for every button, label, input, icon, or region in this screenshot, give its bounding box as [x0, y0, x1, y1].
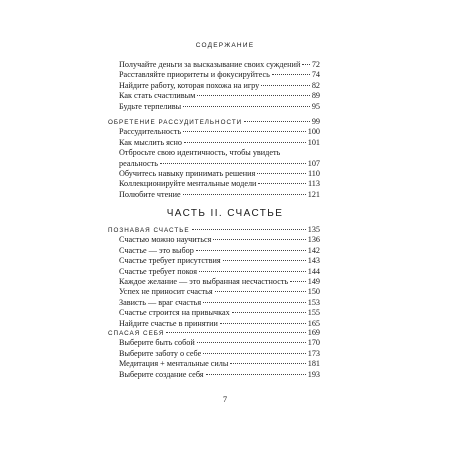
toc-entry-page: 142 — [307, 245, 320, 255]
toc-entry[interactable] — [108, 235, 320, 245]
toc-entry-title: Выберите заботу о себе — [119, 348, 202, 358]
toc-entry[interactable] — [108, 298, 320, 308]
toc-entry-page: 150 — [307, 287, 320, 297]
toc-entry-page: 143 — [307, 256, 320, 266]
toc-entry-title: Счастье требует покоя — [119, 266, 197, 276]
toc-entry-page: 165 — [307, 318, 320, 328]
toc-entry-page: 153 — [307, 297, 320, 307]
toc-entry[interactable] — [108, 359, 320, 369]
toc-entry-page: 100 — [307, 127, 320, 137]
toc-entry-page: 136 — [307, 235, 320, 245]
dot-leader — [257, 173, 306, 174]
dot-leader — [220, 323, 306, 324]
dot-leader — [272, 74, 310, 75]
toc-entry-title: Счастье — это выбор — [119, 245, 194, 255]
toc-entry-title: Счастью можно научиться — [119, 235, 212, 245]
toc-entry[interactable] — [108, 370, 320, 380]
toc-entry[interactable] — [108, 338, 320, 348]
dot-leader — [196, 250, 306, 251]
toc-entry-page: 181 — [307, 359, 320, 369]
dot-leader — [302, 64, 309, 65]
toc-entry-title: Расставляйте приоритеты и фокусируйтесь — [119, 70, 270, 80]
toc-entry-title: Как мыслить ясно — [119, 137, 183, 147]
dot-leader — [199, 271, 306, 272]
dot-leader — [203, 353, 306, 354]
toc-entry-title: Получайте деньги за высказывание своих суждений — [119, 60, 301, 69]
toc-entry-title: Каждое желание — это выбранная несчастность — [119, 276, 289, 286]
toc-entry[interactable] — [108, 179, 320, 189]
toc-entry[interactable] — [108, 60, 320, 70]
section-page: 169 — [307, 328, 320, 337]
toc-entry-page: 113 — [308, 179, 320, 189]
toc-entry[interactable] — [108, 308, 320, 318]
dot-leader — [232, 312, 306, 313]
toc-entry-line2 — [108, 159, 320, 169]
toc-entry-page: 149 — [307, 276, 320, 286]
toc-entry-page: 110 — [308, 168, 320, 178]
toc-entry[interactable] — [108, 246, 320, 256]
dot-leader — [261, 85, 310, 86]
toc-entry[interactable] — [108, 127, 320, 137]
toc-section-judgement — [108, 117, 320, 200]
dot-leader — [197, 95, 309, 96]
dot-leader — [160, 163, 306, 164]
toc-entry-title: Счастье требует присутствия — [119, 256, 221, 266]
section-page: 99 — [311, 117, 320, 126]
dot-leader — [197, 342, 306, 343]
section-title: ОБРЕТЕНИЕ РАССУДИТЕЛЬНОСТИ — [108, 119, 243, 126]
toc-entry-title: Как стать счастливым — [119, 91, 196, 101]
toc-entry-title: Выберите быть собой — [119, 338, 195, 348]
toc-entry-page: 107 — [307, 158, 320, 168]
toc-entry-page: 89 — [311, 91, 320, 101]
toc-entry-title: Зависть — враг счастья — [119, 297, 202, 307]
toc-entry-page: 74 — [311, 70, 320, 80]
toc-entry[interactable] — [108, 267, 320, 277]
toc-entry-title: Рассудительность — [119, 127, 182, 137]
part-title: ЧАСТЬ II. СЧАСТЬЕ — [166, 208, 284, 219]
toc-entry-page: 101 — [307, 137, 320, 147]
toc-entry-title: Найдите счастье в принятии — [119, 318, 218, 328]
dot-leader — [192, 229, 306, 230]
toc-entry-title: Коллекционируйте ментальные модели — [119, 179, 257, 189]
toc-entry-title: Полюбите чтение — [119, 189, 181, 199]
toc-entry-page: 155 — [307, 308, 320, 318]
dot-leader — [203, 302, 306, 303]
section-page: 135 — [307, 225, 320, 234]
toc-entry-title: Найдите работу, которая похожа на игру — [119, 80, 260, 90]
toc-entry-title-line1: Отбросьте свою идентичность, чтобы увидеть — [119, 148, 281, 158]
toc-entry-title: Счастье строится на привычках — [119, 308, 230, 318]
section-title: ПОЗНАВАЯ СЧАСТЬЕ — [108, 227, 190, 234]
toc-entry[interactable] — [108, 81, 320, 91]
toc-entry[interactable] — [108, 138, 320, 148]
dot-leader — [290, 281, 306, 282]
dot-leader — [258, 183, 306, 184]
page-header: СОДЕРЖАНИЕ — [195, 42, 255, 49]
dot-leader — [206, 374, 306, 375]
toc-section-happiness — [108, 225, 320, 329]
toc-entry-page: 72 — [311, 60, 320, 69]
dot-leader — [183, 131, 306, 132]
dot-leader — [183, 106, 310, 107]
toc-entry-title-line2: реальность — [119, 158, 158, 168]
toc-entry-title: Будьте терпеливы — [119, 101, 182, 111]
dot-leader — [230, 363, 305, 364]
toc-entry[interactable] — [108, 169, 320, 179]
toc-entry[interactable] — [108, 256, 320, 266]
dot-leader — [166, 332, 305, 333]
toc-entry-page: 144 — [307, 266, 320, 276]
dot-leader — [183, 194, 306, 195]
toc-entry-page: 193 — [307, 369, 320, 379]
dot-leader — [223, 260, 306, 261]
toc-entry-title: Выберите создание себя — [119, 369, 204, 379]
toc-entry-title: Медитация + ментальные силы — [119, 359, 229, 369]
toc-entry[interactable] — [108, 190, 320, 200]
toc-section-heading[interactable] — [108, 117, 320, 127]
toc-entry-page: 121 — [307, 189, 320, 199]
toc-entry[interactable] — [108, 349, 320, 359]
toc-entry-page: 170 — [307, 338, 320, 348]
toc-entry[interactable] — [108, 287, 320, 297]
dot-leader — [184, 142, 306, 143]
toc-entry-page: 173 — [307, 348, 320, 358]
toc-entry-wrapped[interactable] — [108, 148, 320, 169]
toc-entry-page: 95 — [311, 101, 320, 111]
toc-section-self — [108, 328, 320, 380]
dot-leader — [213, 239, 305, 240]
dot-leader — [215, 291, 306, 292]
toc-top-list — [108, 60, 320, 112]
toc-entry-page: 82 — [311, 80, 320, 90]
toc-entry[interactable] — [108, 70, 320, 80]
dot-leader — [244, 121, 310, 122]
toc-entry-title: Обучитесь навыку принимать решения — [119, 168, 256, 178]
toc-entry-title: Успех не приносит счастья — [119, 287, 213, 297]
page-number: 7 — [222, 394, 228, 404]
toc-section-heading[interactable] — [108, 328, 320, 338]
section-title: СПАСАЯ СЕБЯ — [108, 330, 165, 337]
toc-entry[interactable] — [108, 277, 320, 287]
toc-entry[interactable] — [108, 91, 320, 101]
toc-entry[interactable] — [108, 102, 320, 112]
toc-section-heading[interactable] — [108, 225, 320, 235]
